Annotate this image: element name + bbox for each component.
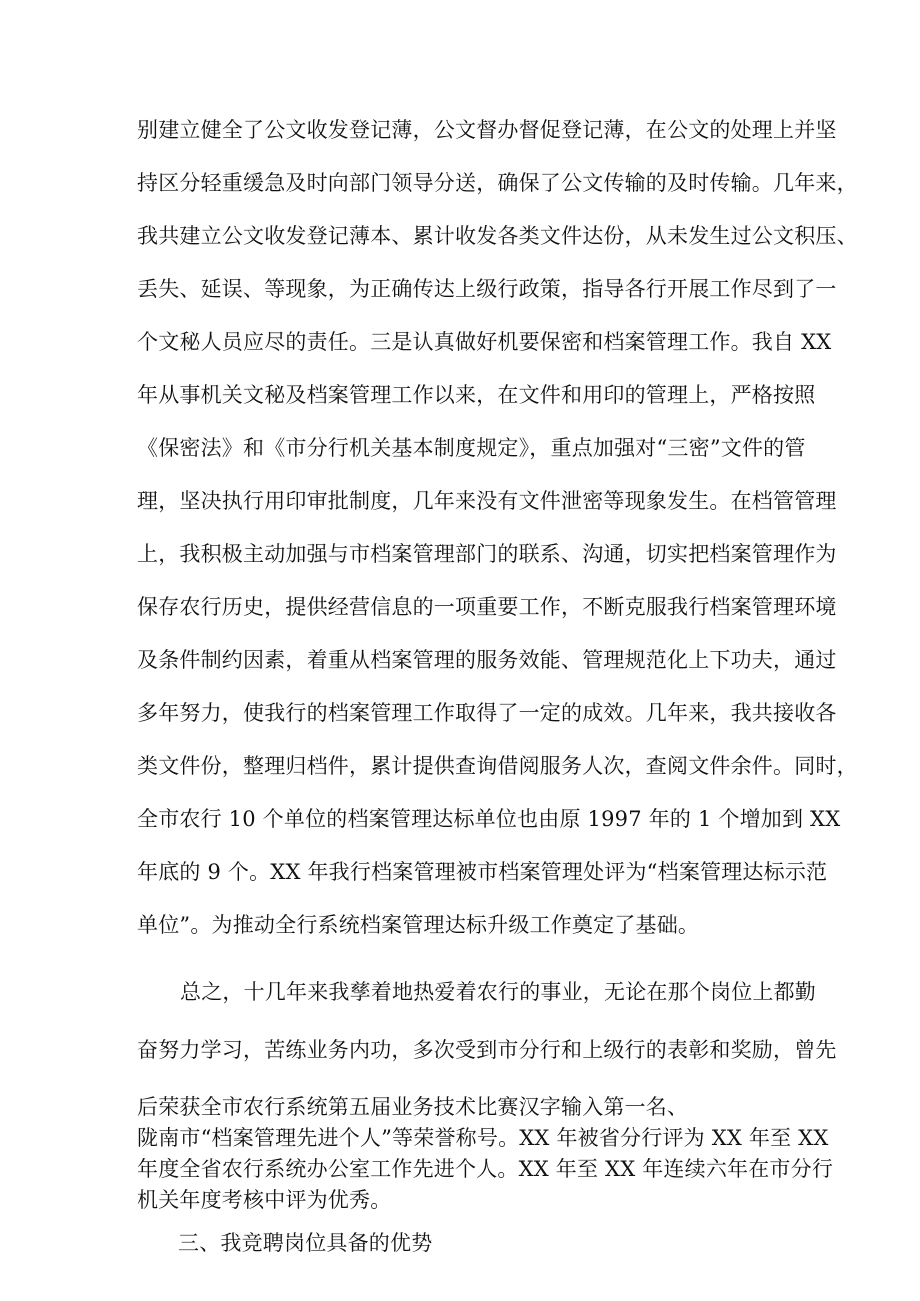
paragraph-line: 丢失、延误、等现象，为正确传达上级行政策，指导各行开展工作尽到了一 xyxy=(137,277,837,301)
paragraph-line: 年底的 9 个。XX 年我行档案管理被市档案管理处评为“档案管理达标示范 xyxy=(137,860,828,884)
paragraph-line: 持区分轻重缓急及时向部门领导分送，确保了公文传输的及时传输。几年来， xyxy=(137,171,858,195)
paragraph-line: 总之，十几年来我孳着地热爱着农行的事业，无论在那个岗位上都勤 xyxy=(180,980,816,1004)
paragraph-line: 保存农行历史，提供经营信息的一项重要工作，不断克服我行档案管理环境 xyxy=(137,595,837,619)
paragraph-line: 上，我积极主动加强与市档案管理部门的联系、沟通，切实把档案管理作为 xyxy=(137,542,837,566)
paragraph-line: 类文件份，整理归档件，累计提供查询借阅服务人次，查阅文件余件。同时， xyxy=(137,754,858,778)
paragraph-line: 机关年度考核中评为优秀。 xyxy=(137,1188,392,1212)
paragraph-line: 多年努力，使我行的档案管理工作取得了一定的成效。几年来，我共接收各 xyxy=(137,701,837,725)
paragraph-line: 个文秘人员应尽的责任。三是认真做好机要保密和档案管理工作。我自 XX xyxy=(137,330,832,354)
paragraph-line: 年从事机关文秘及档案管理工作以来，在文件和用印的管理上，严格按照 xyxy=(137,383,816,407)
paragraph-line: 后荣获全市农行系统第五届业务技术比赛汉字输入第一名、 xyxy=(137,1095,689,1119)
paragraph-line: 陇南市“档案管理先进个人”等荣誉称号。XX 年被省分行评为 XX 年至 XX xyxy=(137,1126,829,1150)
paragraph-line: 《保密法》和《市分行机关基本制度规定》，重点加强对“三密”文件的管 xyxy=(137,436,806,460)
paragraph-line: 及条件制约因素，着重从档案管理的服务效能、管理规范化上下功夫，通过 xyxy=(137,648,837,672)
section-heading: 三、我竞聘岗位具备的优势 xyxy=(178,1231,433,1255)
paragraph-line: 我共建立公文收发登记薄本、累计收发各类文件达份，从未发生过公文积压、 xyxy=(137,224,858,248)
paragraph-line: 单位”。为推动全行系统档案管理达标升级工作奠定了基础。 xyxy=(137,913,700,937)
paragraph-line: 年度全省农行系统办公室工作先进个人。XX 年至 XX 年连续六年在市分行 xyxy=(137,1157,834,1181)
paragraph-line: 理，坚决执行用印审批制度，几年来没有文件泄密等现象发生。在档管管理 xyxy=(137,489,837,513)
paragraph-line: 别建立健全了公文收发登记薄，公文督办督促登记薄，在公文的处理上并坚 xyxy=(137,118,837,142)
paragraph-line: 全市农行 10 个单位的档案管理达标单位也由原 1997 年的 1 个增加到 XX xyxy=(137,807,841,831)
paragraph-line: 奋努力学习，苦练业务内功，多次受到市分行和上级行的表彰和奖励，曾先 xyxy=(137,1038,837,1062)
